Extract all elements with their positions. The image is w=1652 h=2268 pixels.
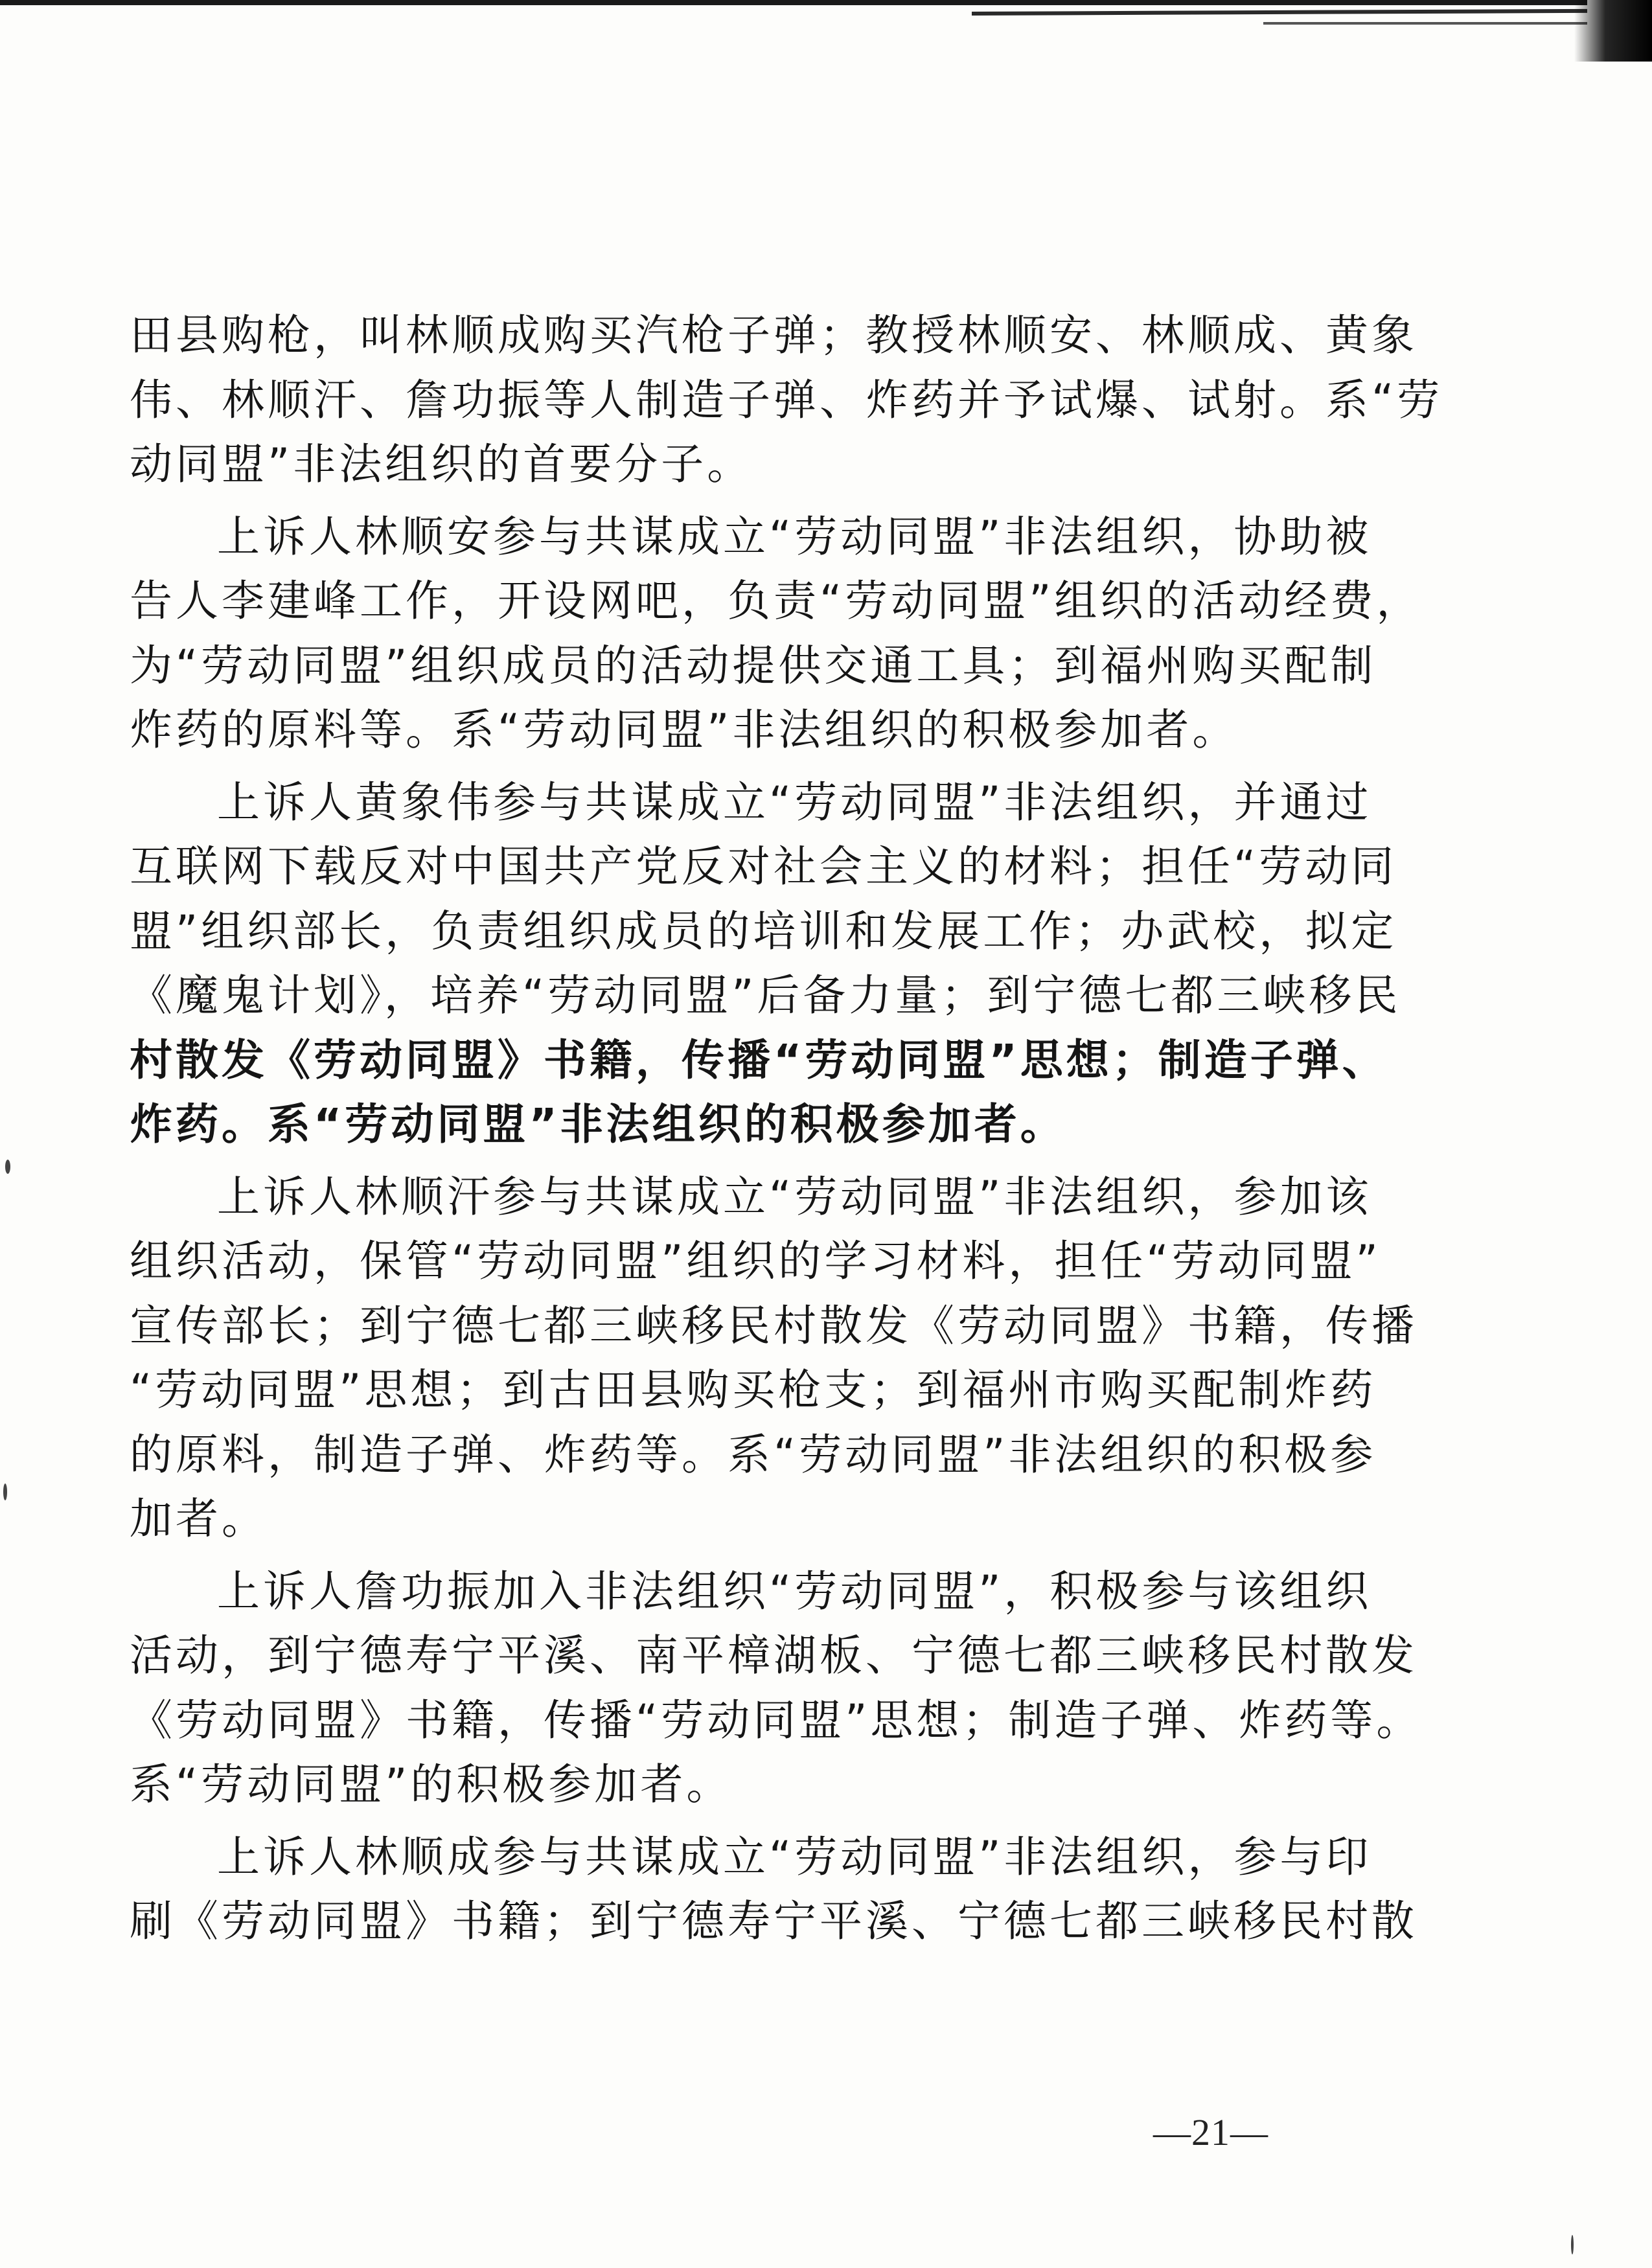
- text-line: 动同盟”非法组织的首要分子。: [130, 439, 753, 489]
- text-line: 的原料，制造子弹、炸药等。系“劳动同盟”非法组织的积极参: [130, 1429, 1377, 1480]
- page-number: —21—: [1153, 2111, 1268, 2153]
- text-line: 上诉人詹功振加入非法组织“劳动同盟”，积极参与该组织: [217, 1566, 1372, 1616]
- scan-speck: [3, 1483, 7, 1500]
- scan-speck: [1571, 2235, 1574, 2254]
- text-line: 加者。: [130, 1494, 268, 1544]
- scan-speck: [5, 1160, 10, 1174]
- text-line: 上诉人林顺安参与共谋成立“劳动同盟”非法组织，协助被: [217, 511, 1372, 562]
- text-line: 田县购枪，叫林顺成购买汽枪子弹；教授林顺安、林顺成、黄象: [130, 310, 1417, 360]
- text-line: 上诉人黄象伟参与共谋成立“劳动同盟”非法组织，并通过: [217, 777, 1372, 827]
- text-line: 伟、林顺汗、詹功振等人制造子弹、炸药并予试爆、试射。系“劳: [130, 374, 1443, 425]
- text-line: “劳动同盟”思想；到古田县购买枪支；到福州市购买配制炸药: [130, 1365, 1377, 1415]
- text-line: 刷《劳动同盟》书籍；到宁德寿宁平溪、宁德七都三峡移民村散: [130, 1896, 1417, 1946]
- text-line: 炸药。系“劳动同盟”非法组织的积极参加者。: [130, 1099, 1066, 1149]
- scan-edge-line: [972, 9, 1587, 16]
- text-line: 炸药的原料等。系“劳动同盟”非法组织的积极参加者。: [130, 705, 1239, 755]
- text-line: 系“劳动同盟”的积极参加者。: [130, 1759, 733, 1809]
- text-line: 活动，到宁德寿宁平溪、南平樟湖板、宁德七都三峡移民村散发: [130, 1631, 1417, 1680]
- text-line: 为“劳动同盟”组织成员的活动提供交通工具；到福州购买配制: [130, 640, 1377, 691]
- body-text: [130, 303, 1443, 1954]
- text-line: 盟”组织部长，负责组织成员的培训和发展工作；办武校，拟定: [130, 906, 1397, 956]
- text-line: 上诉人林顺汗参与共谋成立“劳动同盟”非法组织，参加该: [217, 1171, 1372, 1222]
- text-line: 宣传部长；到宁德七都三峡移民村散发《劳动同盟》书籍，传播: [130, 1300, 1417, 1351]
- text-line: 互联网下载反对中国共产党反对社会主义的材料；担任“劳动同: [130, 842, 1397, 891]
- scan-corner-shadow: [1574, 0, 1652, 62]
- scan-edge-line: [1263, 22, 1587, 25]
- text-line: 《魔鬼计划》，培养“劳动同盟”后备力量；到宁德七都三峡移民: [130, 970, 1401, 1020]
- text-line: 告人李建峰工作，开设网吧，负责“劳动同盟”组织的活动经费，: [130, 576, 1423, 626]
- text-line: 村散发《劳动同盟》书籍，传播“劳动同盟”思想；制造子弹、: [130, 1035, 1388, 1085]
- text-line: 组织活动，保管“劳动同盟”组织的学习材料，担任“劳动同盟”: [130, 1236, 1381, 1286]
- text-line: 《劳动同盟》书籍，传播“劳动同盟”思想；制造子弹、炸药等。: [130, 1695, 1423, 1745]
- scan-edge-line: [0, 0, 1587, 5]
- text-line: 上诉人林顺成参与共谋成立“劳动同盟”非法组织，参与印: [217, 1831, 1372, 1882]
